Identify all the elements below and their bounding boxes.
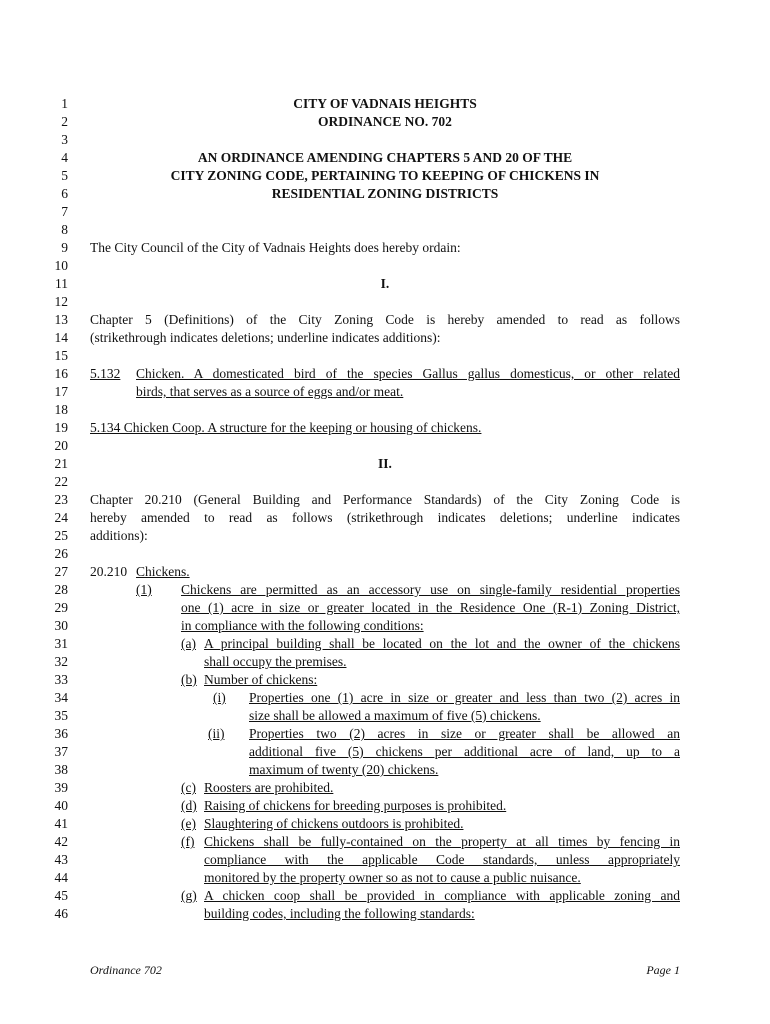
line-number: 5 bbox=[61, 168, 68, 183]
line-number: 18 bbox=[54, 402, 68, 417]
line-number: 26 bbox=[54, 546, 68, 561]
line-number: 14 bbox=[54, 330, 68, 345]
item-a-line-2: shall occupy the premises. bbox=[204, 654, 347, 669]
chapter20-intro-line-1: Chapter 20.210 (General Building and Performance Standards) of the City Zoning Code is bbox=[90, 492, 680, 507]
section-heading-2: II. bbox=[378, 456, 392, 471]
line-number: 15 bbox=[54, 348, 68, 363]
item-b-ii-label: (ii) bbox=[208, 726, 225, 741]
line-number: 8 bbox=[61, 222, 68, 237]
ordinance-title-line-3: RESIDENTIAL ZONING DISTRICTS bbox=[271, 186, 499, 201]
line-number: 6 bbox=[61, 186, 68, 201]
item-f-line-3: monitored by the property owner so as not to cause a public nuisance. bbox=[204, 870, 581, 885]
item-b-i-line-1: Properties one (1) acre in size or greater and less than two (2) acres in bbox=[249, 690, 680, 705]
item-f-line-2: compliance with the applicable Code standards, unless appropriately bbox=[204, 852, 680, 867]
chapter5-intro-line-2: (strikethrough indicates deletions; underline indicates additions): bbox=[90, 330, 441, 345]
line-number: 23 bbox=[54, 492, 68, 507]
paragraph-1-label: (1) bbox=[136, 582, 152, 597]
line-number: 16 bbox=[54, 366, 68, 381]
line-number: 35 bbox=[54, 708, 68, 723]
line-number: 7 bbox=[61, 204, 68, 219]
item-g-line-2: building codes, including the following standards: bbox=[204, 906, 475, 921]
item-c-label: (c) bbox=[181, 780, 196, 795]
item-b-label: (b) bbox=[181, 672, 197, 687]
line-number: 10 bbox=[54, 258, 68, 273]
section-number: 20.210 bbox=[90, 564, 128, 579]
line-number: 31 bbox=[54, 636, 68, 651]
definition-5132-number: 5.132 bbox=[90, 366, 121, 381]
definition-5132-line-1: Chicken. A domesticated bird of the species Gallus gallus domesticus, or other related bbox=[136, 366, 680, 381]
line-number: 17 bbox=[54, 384, 68, 399]
line-number: 12 bbox=[54, 294, 68, 309]
item-b-ii-line-1: Properties two (2) acres in size or greater shall be allowed an bbox=[249, 726, 680, 741]
item-c-line-1: Roosters are prohibited. bbox=[204, 780, 334, 795]
item-d-label: (d) bbox=[181, 798, 197, 813]
city-heading: CITY OF VADNAIS HEIGHTS bbox=[293, 96, 477, 111]
line-number: 9 bbox=[61, 240, 68, 255]
line-number: 30 bbox=[54, 618, 68, 633]
item-b-i-label: (i) bbox=[213, 690, 226, 705]
item-d-line-1: Raising of chickens for breeding purposes is prohibited. bbox=[204, 798, 507, 813]
line-number: 21 bbox=[54, 456, 68, 471]
line-number: 43 bbox=[54, 852, 68, 867]
line-number: 46 bbox=[54, 906, 68, 921]
item-g-line-1: A chicken coop shall be provided in compliance with applicable zoning and bbox=[204, 888, 680, 903]
line-number: 33 bbox=[54, 672, 68, 687]
item-e-label: (e) bbox=[181, 816, 196, 831]
line-number: 22 bbox=[54, 474, 68, 489]
line-number: 19 bbox=[54, 420, 68, 435]
chapter5-intro-line-1: Chapter 5 (Definitions) of the City Zoning Code is hereby amended to read as follows bbox=[90, 312, 680, 327]
line-number: 40 bbox=[54, 798, 68, 813]
line-number: 36 bbox=[54, 726, 68, 741]
chapter20-intro-line-3: additions): bbox=[90, 528, 148, 543]
line-number: 32 bbox=[54, 654, 68, 669]
line-number: 28 bbox=[54, 582, 68, 597]
section-title: Chickens. bbox=[136, 564, 190, 579]
item-g-label: (g) bbox=[181, 888, 197, 903]
line-number: 27 bbox=[54, 564, 68, 579]
ordinance-title-line-1: AN ORDINANCE AMENDING CHAPTERS 5 AND 20 OF THE bbox=[197, 150, 573, 165]
item-f-label: (f) bbox=[181, 834, 195, 849]
ordinance-number: ORDINANCE NO. 702 bbox=[318, 114, 452, 129]
item-b-ii-line-2: additional five (5) chickens per additional acre of land, up to a bbox=[249, 744, 680, 759]
line-number: 20 bbox=[54, 438, 68, 453]
line-number: 42 bbox=[54, 834, 68, 849]
item-a-line-1: A principal building shall be located on the lot and the owner of the chickens bbox=[204, 636, 680, 651]
footer-ordinance: Ordinance 702 bbox=[90, 963, 162, 977]
footer-page-number: Page 1 bbox=[646, 963, 680, 977]
line-number: 29 bbox=[54, 600, 68, 615]
line-number: 39 bbox=[54, 780, 68, 795]
paragraph-1-line-1: Chickens are permitted as an accessory use on single-family residential properties bbox=[181, 582, 680, 597]
item-b-i-line-2: size shall be allowed a maximum of five (5) chickens. bbox=[249, 708, 541, 723]
definition-5134: 5.134 Chicken Coop. A structure for the keeping or housing of chickens. bbox=[90, 420, 482, 435]
line-number: 25 bbox=[54, 528, 68, 543]
line-number: 3 bbox=[61, 132, 68, 147]
line-number: 4 bbox=[61, 150, 68, 165]
line-number: 37 bbox=[54, 744, 68, 759]
line-number: 41 bbox=[54, 816, 68, 831]
line-number: 11 bbox=[55, 276, 68, 291]
line-number: 13 bbox=[54, 312, 68, 327]
item-a-label: (a) bbox=[181, 636, 196, 651]
paragraph-1-line-2: one (1) acre in size or greater located in the Residence One (R-1) Zoning District, bbox=[181, 600, 680, 615]
item-b-ii-line-3: maximum of twenty (20) chickens. bbox=[249, 762, 439, 777]
definition-5132-line-2: birds, that serves as a source of eggs and/or meat. bbox=[136, 384, 404, 399]
line-number: 44 bbox=[54, 870, 68, 885]
line-number: 45 bbox=[54, 888, 68, 903]
item-e-line-1: Slaughtering of chickens outdoors is prohibited. bbox=[204, 816, 464, 831]
ordain-statement: The City Council of the City of Vadnais Heights does hereby ordain: bbox=[90, 240, 461, 255]
section-heading-1: I. bbox=[380, 276, 390, 291]
line-number: 38 bbox=[54, 762, 68, 777]
item-f-line-1: Chickens shall be fully-contained on the property at all times by fencing in bbox=[204, 834, 680, 849]
line-number: 2 bbox=[61, 114, 68, 129]
paragraph-1-line-3: in compliance with the following conditions: bbox=[181, 618, 424, 633]
ordinance-title-line-2: CITY ZONING CODE, PERTAINING TO KEEPING OF CHICKENS IN bbox=[170, 168, 600, 183]
line-number: 1 bbox=[61, 96, 68, 111]
chapter20-intro-line-2: hereby amended to read as follows (strikethrough indicates deletions; underline indicates bbox=[90, 510, 680, 525]
line-number: 24 bbox=[54, 510, 68, 525]
item-b-line-1: Number of chickens: bbox=[204, 672, 318, 687]
line-number: 34 bbox=[54, 690, 68, 705]
